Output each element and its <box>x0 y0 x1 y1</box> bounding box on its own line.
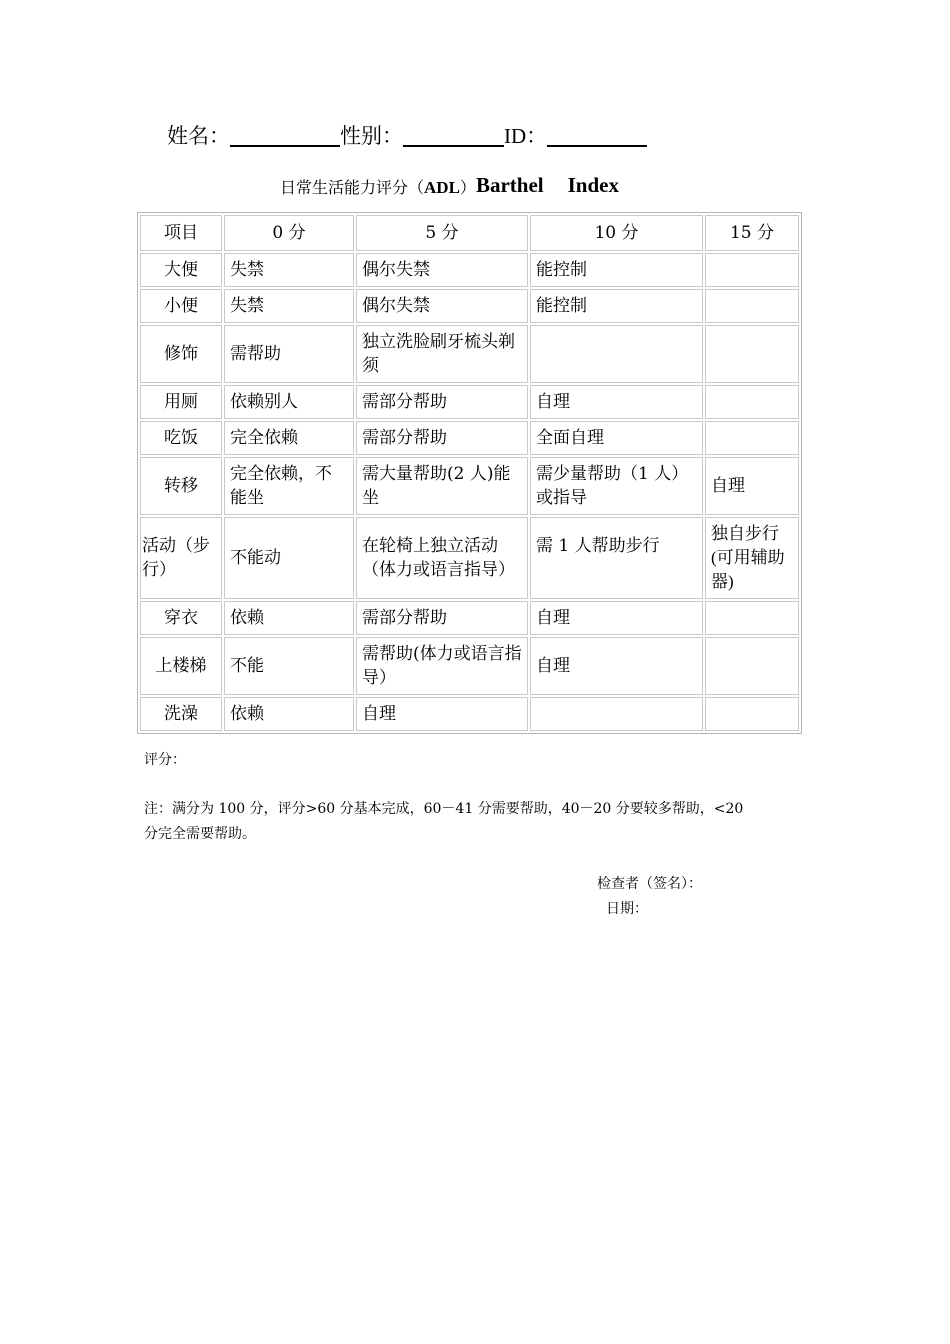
cell-score-10[interactable]: 自理 <box>530 601 703 635</box>
patient-info-line <box>167 120 647 152</box>
date-label: 日期： <box>606 901 648 917</box>
cell-score-5[interactable]: 需部分帮助 <box>356 601 528 635</box>
cell-score-15[interactable]: 自理 <box>705 457 799 515</box>
cell-score-15[interactable] <box>705 637 799 695</box>
table-row <box>140 289 799 323</box>
header-score-5: 5 分 <box>356 215 528 251</box>
table-header-row <box>140 215 799 251</box>
sex-blank-field[interactable] <box>403 121 504 147</box>
cell-score-5[interactable]: 需部分帮助 <box>356 385 528 419</box>
cell-score-5[interactable]: 独立洗脸刷牙梳头剃须 <box>356 325 528 383</box>
cell-score-5[interactable]: 偶尔失禁 <box>356 253 528 287</box>
cell-score-15[interactable] <box>705 601 799 635</box>
title-barthel: Barthel <box>475 173 544 197</box>
cell-score-5[interactable]: 自理 <box>356 697 528 731</box>
table-row <box>140 697 799 731</box>
id-blank-field[interactable] <box>547 121 647 147</box>
name-blank-field[interactable] <box>230 121 340 147</box>
title-index: Index <box>567 173 619 197</box>
cell-score-10[interactable]: 能控制 <box>530 289 703 323</box>
cell-score-0[interactable]: 完全依赖，不能坐 <box>224 457 354 515</box>
row-item: 穿衣 <box>140 601 222 635</box>
cell-score-0[interactable]: 不能动 <box>224 517 354 599</box>
header-score-15: 15 分 <box>705 215 799 251</box>
title-abbr: ADL <box>424 178 460 197</box>
header-item: 项目 <box>140 215 222 251</box>
cell-score-5[interactable]: 偶尔失禁 <box>356 289 528 323</box>
cell-score-0[interactable]: 完全依赖 <box>224 421 354 455</box>
table-row <box>140 385 799 419</box>
form-title <box>280 170 619 203</box>
row-item: 用厕 <box>140 385 222 419</box>
cell-score-15[interactable] <box>705 325 799 383</box>
cell-score-15[interactable] <box>705 385 799 419</box>
row-item: 修饰 <box>140 325 222 383</box>
cell-score-10[interactable]: 自理 <box>530 385 703 419</box>
cell-score-15[interactable] <box>705 697 799 731</box>
row-item: 大便 <box>140 253 222 287</box>
cell-score-5[interactable]: 在轮椅上独立活动（体力或语言指导） <box>356 517 528 599</box>
table-row <box>140 517 799 599</box>
cell-score-5[interactable]: 需部分帮助 <box>356 421 528 455</box>
row-item: 洗澡 <box>140 697 222 731</box>
score-label: 评分： <box>144 752 186 768</box>
row-item: 活动（步行） <box>140 517 222 599</box>
row-item: 上楼梯 <box>140 637 222 695</box>
cell-score-10[interactable] <box>530 325 703 383</box>
cell-score-10[interactable]: 需少量帮助（1 人）或指导 <box>530 457 703 515</box>
cell-score-0[interactable]: 依赖 <box>224 601 354 635</box>
row-item: 吃饭 <box>140 421 222 455</box>
cell-score-10[interactable]: 自理 <box>530 637 703 695</box>
note-line-1: 注：满分为 100 分，评分>60 分基本完成，60－41 分需要帮助，40－20 分要较多帮助，<20 <box>144 801 744 817</box>
cell-score-15[interactable] <box>705 421 799 455</box>
cell-score-0[interactable]: 失禁 <box>224 253 354 287</box>
table-row <box>140 637 799 695</box>
cell-score-10[interactable]: 需 1 人帮助步行 <box>530 517 703 599</box>
cell-score-15[interactable] <box>705 253 799 287</box>
table-row <box>140 325 799 383</box>
adl-score-table <box>137 212 802 734</box>
title-close-paren: ） <box>459 178 476 197</box>
header-score-10: 10 分 <box>530 215 703 251</box>
cell-score-5[interactable]: 需大量帮助(2 人)能坐 <box>356 457 528 515</box>
row-item: 转移 <box>140 457 222 515</box>
cell-score-0[interactable]: 失禁 <box>224 289 354 323</box>
table-row <box>140 253 799 287</box>
cell-score-10[interactable]: 全面自理 <box>530 421 703 455</box>
title-chinese: 日常生活能力评分（ <box>280 178 425 197</box>
cell-score-10[interactable] <box>530 697 703 731</box>
sex-label: 性别： <box>340 124 403 148</box>
note-line-2: 分完全需要帮助。 <box>144 826 256 842</box>
cell-score-0[interactable]: 依赖别人 <box>224 385 354 419</box>
name-label: 姓名： <box>167 124 230 148</box>
id-label: ID： <box>504 124 548 148</box>
cell-score-5[interactable]: 需帮助(体力或语言指导） <box>356 637 528 695</box>
table-row <box>140 601 799 635</box>
cell-score-0[interactable]: 不能 <box>224 637 354 695</box>
cell-score-0[interactable]: 依赖 <box>224 697 354 731</box>
inspector-signature-label: 检查者（签名）： <box>597 876 702 892</box>
cell-score-10[interactable]: 能控制 <box>530 253 703 287</box>
table-row <box>140 457 799 515</box>
header-score-0: 0 分 <box>224 215 354 251</box>
cell-score-15[interactable]: 独自步行(可用辅助器) <box>705 517 799 599</box>
table-row <box>140 421 799 455</box>
row-item: 小便 <box>140 289 222 323</box>
cell-score-15[interactable] <box>705 289 799 323</box>
cell-score-0[interactable]: 需帮助 <box>224 325 354 383</box>
